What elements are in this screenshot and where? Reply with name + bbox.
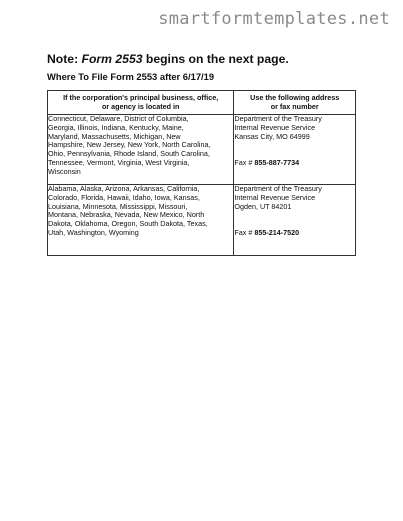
filing-address-table	[47, 90, 356, 256]
states-cell	[48, 185, 234, 256]
states-line: Georgia, Illinois, Indiana, Kentucky, Maine,	[48, 122, 184, 132]
address-line: Ogden, UT 84201	[234, 201, 292, 211]
states-line: Maryland, Massachusetts, Michigan, New	[48, 131, 181, 141]
states-line: Ohio, Pennsylvania, Rhode Island, South Carolina,	[48, 149, 210, 159]
where-to-file-heading: Where To File Form 2553 after 6/17/19	[47, 71, 215, 82]
table-row	[48, 115, 356, 185]
fax-label: Fax #	[234, 228, 255, 238]
note-heading	[47, 52, 289, 66]
states-line: Hampshire, New Jersey, New York, North Carolina,	[48, 140, 211, 150]
address-cell	[234, 115, 356, 185]
address-cell	[234, 185, 356, 256]
note-prefix: Note:	[47, 52, 82, 66]
address-line: Internal Revenue Service	[234, 192, 316, 202]
states-line: Utah, Washington, Wyoming	[48, 227, 139, 237]
fax-number: 855-887-7734	[254, 158, 300, 168]
header-state-line: If the corporation's principal business, office,	[63, 92, 219, 102]
header-state-line: or agency is located in	[101, 101, 180, 111]
table-header-row	[48, 91, 356, 115]
address-line: Department of the Treasury	[234, 184, 322, 193]
header-state-location	[48, 91, 234, 115]
states-line: Tennessee, Vermont, Virginia, West Virginia,	[48, 157, 190, 167]
note-suffix: begins on the next page.	[142, 52, 289, 66]
watermark-text: smartformtemplates.net	[158, 9, 390, 29]
states-line: Connecticut, Delaware, District of Columbia,	[48, 114, 189, 123]
states-line: Louisiana, Minnesota, Mississippi, Missouri,	[48, 201, 188, 211]
fax-label: Fax #	[234, 158, 255, 168]
header-address-line: or fax number	[270, 101, 319, 111]
states-cell	[48, 115, 234, 185]
header-address-line: Use the following address	[250, 92, 340, 102]
address-line: Kansas City, MO 64999	[234, 131, 310, 141]
states-line: Dakota, Oklahoma, Oregon, South Dakota, Texas,	[48, 219, 208, 229]
states-line: Wisconsin	[48, 166, 81, 176]
fax-line	[234, 159, 355, 168]
table-row	[48, 185, 356, 256]
fax-line	[234, 229, 355, 238]
states-line: Colorado, Florida, Hawaii, Idaho, Iowa, Kansas,	[48, 192, 200, 202]
states-line: Montana, Nebraska, Nevada, New Mexico, North	[48, 210, 205, 220]
address-line: Internal Revenue Service	[234, 122, 316, 132]
fax-number: 855-214-7520	[254, 228, 300, 238]
address-line: Department of the Treasury	[234, 114, 322, 123]
header-address	[234, 91, 356, 115]
note-form-name: Form 2553	[81, 52, 143, 66]
states-line: Alabama, Alaska, Arizona, Arkansas, California,	[48, 184, 200, 193]
